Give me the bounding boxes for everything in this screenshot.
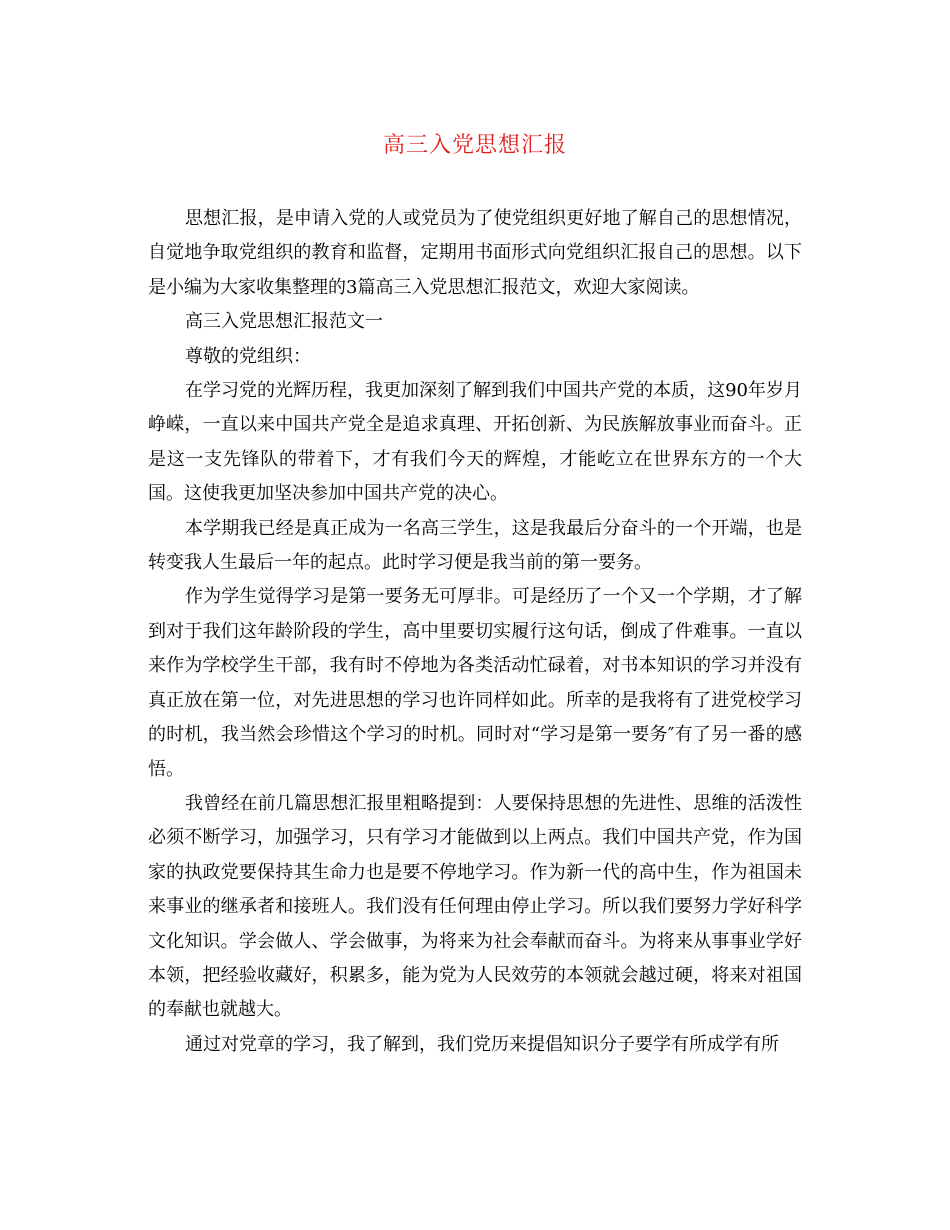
salutation: 尊敬的党组织： xyxy=(185,345,311,367)
body-paragraph: 本学期我已经是真正成为一名高三学生，这是我最后分奋斗的一个开端，也是转变我人生最后一年的起点。此时学习便是我当前的第一要务。 xyxy=(148,517,802,574)
section-heading: 高三入党思想汇报范文一 xyxy=(185,311,383,333)
document-body xyxy=(148,202,802,1062)
body-paragraph: 作为学生觉得学习是第一要务无可厚非。可是经历了一个又一个学期，才了解到对于我们这年龄阶段的学生，高中里要切实履行这句话，倒成了件难事。一直以来作为学校学生干部，我有时不停地为各类活动忙碌着，对书本知识的学习并没有真正放在第一位，对先进思想的学习也许同样如此。所幸的是我将有了进党校学习的时机，我当然会珍惜这个学习的时机。同时对“学习是第一要务″有了另一番的感悟。 xyxy=(148,586,802,780)
document-title: 高三入党思想汇报 xyxy=(382,133,567,158)
body-paragraph: 通过对党章的学习，我了解到，我们党历来提倡知识分子要学有所成学有所 xyxy=(185,1033,779,1055)
body-paragraph: 我曾经在前几篇思想汇报里粗略提到：人要保持思想的先进性、思维的活泼性必须不断学习，加强学习，只有学习才能做到以上两点。我们中国共产党，作为国家的执政党要保持其生命力也是要不停地学习。作为新一代的高中生，作为祖国未来事业的继承者和接班人。我们没有任何理由停止学习。所以我们要努力学好科学文化知识。学会做人、学会做事，为将来为社会奉献而奋斗。为将来从事事业学好本领，把经验收藏好，积累多，能为党为人民效劳的本领就会越过硬，将来对祖国的奉献也就越大。 xyxy=(148,792,802,1021)
body-paragraph: 在学习党的光辉历程，我更加深刻了解到我们中国共产党的本质，这90年岁月峥嵘，一直以来中国共产党全是追求真理、开拓创新、为民族解放事业而奋斗。正是这一支先锋队的带着下，才有我们今天的辉煌，才能屹立在世界东方的一个大国。这使我更加坚决参加中国共产党的决心。 xyxy=(148,380,802,505)
intro-paragraph: 思想汇报，是申请入党的人或党员为了使党组织更好地了解自己的思想情况，自觉地争取党组织的教育和监督，定期用书面形式向党组织汇报自己的思想。以下是小编为大家收集整理的3篇高三入党思想汇报范文，欢迎大家阅读。 xyxy=(148,208,802,298)
